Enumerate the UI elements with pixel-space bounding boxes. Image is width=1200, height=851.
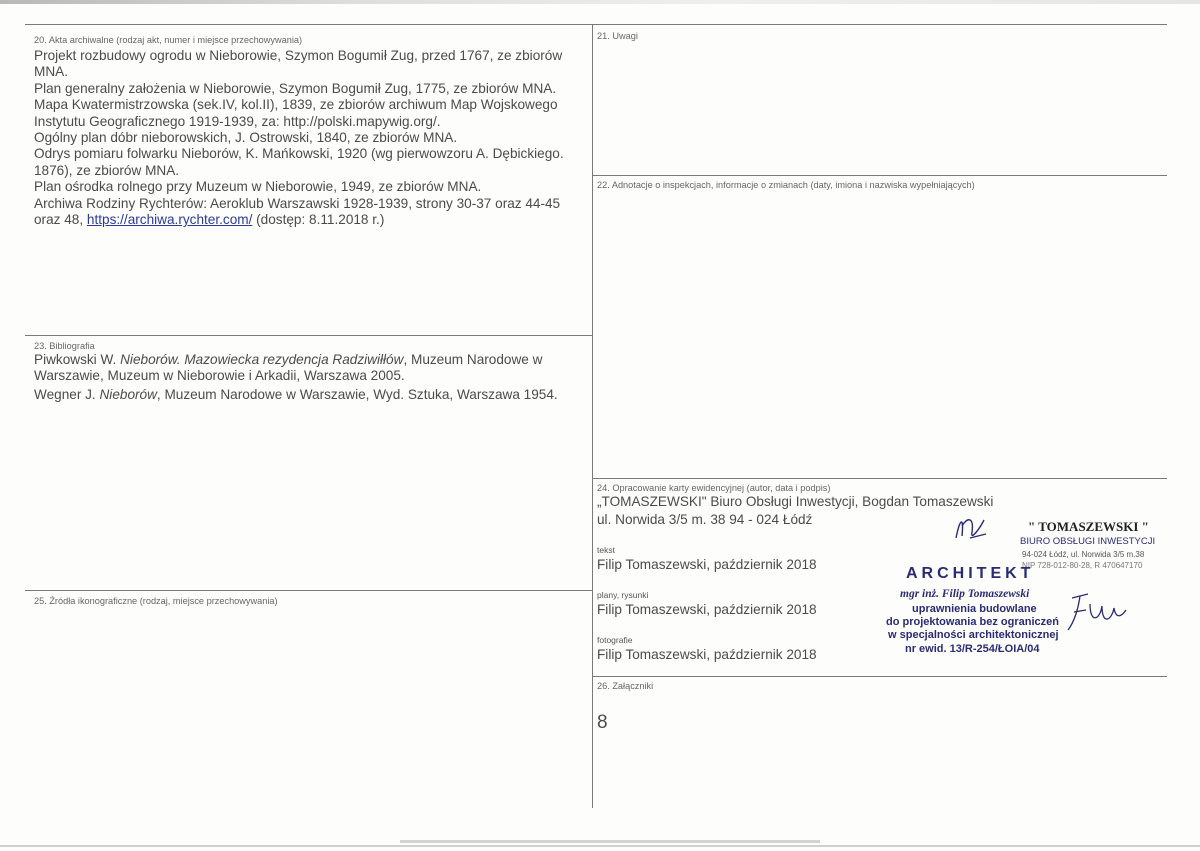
architect-stamp-line3: w specjalności architektonicznej bbox=[888, 629, 1059, 641]
archive-entry bbox=[34, 196, 590, 229]
fotografie-label: fotografie bbox=[597, 635, 633, 645]
company-stamp-address: 94-024 Łódź, ul. Norwida 3/5 m.38 bbox=[1022, 550, 1145, 559]
rule-21-22 bbox=[592, 175, 1167, 176]
fotografie-value: Filip Tomaszewski, październik 2018 bbox=[597, 647, 817, 662]
author-company: „TOMASZEWSKI" Biuro Obsługi Inwestycji, Bogdan Tomaszewski bbox=[597, 494, 994, 509]
bib-title: Nieborów. Mazowiecka rezydencja Radziwiłłów bbox=[120, 352, 404, 367]
section-26-label: 26. Załączniki bbox=[597, 681, 654, 691]
section-20-label: 20. Akta archiwalne (rodzaj akt, numer i miejsce przechowywania) bbox=[34, 35, 303, 45]
rule-top bbox=[25, 24, 1167, 25]
company-stamp-nip: NIP 728-012-80-28, R 470647170 bbox=[1022, 561, 1143, 570]
bibliography-entry bbox=[34, 352, 574, 385]
architect-signature-mark bbox=[1060, 590, 1130, 635]
rule-20-23 bbox=[25, 335, 593, 336]
tekst-label: tekst bbox=[597, 545, 615, 555]
rule-24-26 bbox=[592, 676, 1167, 677]
author-address: ul. Norwida 3/5 m. 38 94 - 024 Łódź bbox=[597, 512, 813, 527]
architect-stamp-line2: do projektowania bez ograniczeń bbox=[886, 616, 1059, 628]
section-24-label: 24. Opracowanie karty ewidencyjnej (autor, data i podpis) bbox=[597, 483, 831, 493]
scan-edge-top bbox=[0, 0, 1200, 4]
rule-22-24 bbox=[592, 478, 1167, 479]
architect-stamp-line1: uprawnienia budowlane bbox=[912, 603, 1037, 615]
section-25-label: 25. Źródła ikonograficzne (rodzaj, miejsce przechowywania) bbox=[34, 596, 278, 606]
section-23-label: 23. Bibliografia bbox=[34, 341, 95, 351]
architect-stamp-line4: nr ewid. 13/R-254/ŁOIA/04 bbox=[905, 643, 1040, 655]
archive-entry-suffix: (dostęp: 8.11.2018 r.) bbox=[252, 212, 385, 228]
bib-title: Nieborów bbox=[99, 386, 157, 402]
section-23-content bbox=[34, 352, 574, 403]
scan-smudge-bottom bbox=[400, 840, 820, 843]
signature-mark bbox=[950, 508, 990, 548]
section-20-content bbox=[34, 48, 590, 228]
bib-author: Piwkowski W. bbox=[34, 352, 121, 367]
section-22-label: 22. Adnotacje o inspekcjach, informacje o zmianach (daty, imiona i nazwiska wypełniających) bbox=[597, 180, 975, 190]
tekst-value: Filip Tomaszewski, październik 2018 bbox=[597, 557, 817, 572]
bibliography-entry bbox=[34, 387, 574, 403]
archive-entry: Mapa Kwatermistrzowska (sek.IV, kol.II), 1839, ze zbiorów archiwum Map Wojskowego Instytutu Geograficznego 1919-1939, za: http://polski.mapywig.org/. bbox=[34, 97, 558, 129]
archive-entry: Ogólny plan dóbr nieborowskich, J. Ostrowski, 1840, ze zbiorów MNA. bbox=[34, 130, 458, 146]
bib-rest: , Muzeum Narodowe w Warszawie, Wyd. Sztuka, Warszawa 1954. bbox=[156, 386, 558, 402]
plany-value: Filip Tomaszewski, październik 2018 bbox=[597, 602, 817, 617]
archive-entry-text: Archiwa Rodziny Rychterów: Aeroklub Warszawski 1928-1939, strony 30-37 oraz 44-45 oraz 48, bbox=[34, 195, 561, 228]
architect-stamp-name: mgr inż. Filip Tomaszewski bbox=[900, 588, 1030, 600]
bib-author: Wegner J. bbox=[34, 386, 100, 402]
architect-stamp-title: ARCHITEKT bbox=[906, 565, 1035, 582]
archive-link[interactable]: https://archiwa.rychter.com/ bbox=[86, 212, 253, 228]
rule-23-25 bbox=[25, 590, 593, 591]
archive-entry: Plan ośrodka rolnego przy Muzeum w Nieborowie, 1949, ze zbiorów MNA. bbox=[34, 179, 482, 195]
plany-label: plany, rysunki bbox=[597, 590, 649, 600]
archive-entry: Plan generalny założenia w Nieborowie, Szymon Bogumił Zug, 1775, ze zbiorów MNA. bbox=[34, 80, 557, 96]
section-21-label: 21. Uwagi bbox=[597, 31, 638, 41]
attachments-count: 8 bbox=[597, 712, 608, 733]
rule-vertical-center bbox=[592, 24, 593, 808]
bib-rest: , Muzeum Narodowe w Warszawie, Muzeum w Nieborowie i Arkadii, Warszawa 2005. bbox=[34, 352, 543, 384]
company-stamp-sub: BIURO OBSŁUGI INWESTYCJI bbox=[1020, 536, 1156, 547]
scan-edge-bottom bbox=[0, 845, 1200, 847]
company-stamp-name: " TOMASZEWSKI " bbox=[1028, 519, 1149, 534]
archive-entry: Projekt rozbudowy ogrodu w Nieborowie, Szymon Bogumił Zug, przed 1767, ze zbiorów MNA. bbox=[34, 48, 563, 80]
archive-entry: Odrys pomiaru folwarku Nieborów, K. Mańkowski, 1920 (wg pierwowzoru A. Dębickiego. 1876), ze zbiorów MNA. bbox=[34, 146, 564, 178]
